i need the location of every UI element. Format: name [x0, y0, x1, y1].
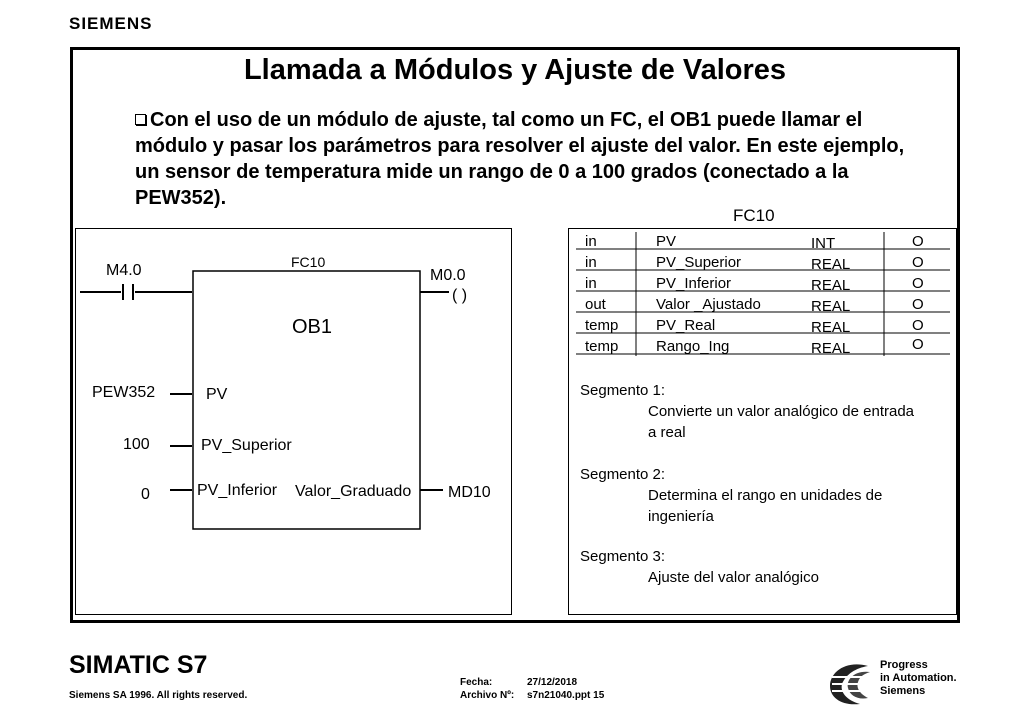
type-cell: REAL [811, 298, 851, 315]
slogan-line: Progress [880, 659, 928, 671]
flag-cell: O [912, 254, 924, 271]
name-cell: PV_Real [656, 317, 716, 334]
siemens-brand: SIEMENS [69, 14, 153, 33]
name-cell: Valor _Ajustado [656, 296, 761, 313]
block-title: OB1 [292, 316, 333, 338]
decl-cell: in [585, 254, 597, 271]
paragraph-text: Con el uso de un módulo de ajuste, tal como un FC, el OB1 puede llamar el módulo y pasar los parámetros para resolver el ajuste del valor. En este ejemplo, un sensor de temperatura mide un rango de 0 a 100 grados (conectado a la PEW352). [135, 109, 905, 209]
input-actual-pv: PEW352 [92, 384, 156, 401]
name-cell: PV_Inferior [656, 275, 732, 292]
segment-label: Segmento 3: [580, 548, 666, 565]
segment-text: ingeniería [648, 508, 714, 525]
contact-label: M4.0 [106, 262, 142, 279]
input-actual-inferior: 0 [141, 486, 150, 503]
type-cell: REAL [811, 256, 851, 273]
segment-text: Ajuste del valor analógico [648, 569, 819, 586]
archivo-value: s7n21040.ppt 15 [527, 690, 605, 701]
segment-label: Segmento 2: [580, 466, 666, 483]
output-param: Valor_Graduado [295, 483, 412, 500]
output-actual: MD10 [448, 484, 491, 501]
archivo-label: Archivo Nº: [460, 690, 515, 701]
product-name: SIMATIC S7 [69, 651, 208, 679]
fecha-label: Fecha: [460, 677, 493, 688]
copyright: Siemens SA 1996. All rights reserved. [69, 690, 248, 701]
segment-text: Convierte un valor analógico de entrada [648, 403, 915, 420]
name-cell: Rango_Ing [656, 338, 730, 355]
input-param-inferior: PV_Inferior [197, 482, 278, 499]
flag-cell: O [912, 233, 924, 250]
input-actual-superior: 100 [123, 436, 150, 453]
name-cell: PV_Superior [656, 254, 742, 271]
decl-cell: temp [585, 338, 619, 355]
input-param-superior: PV_Superior [201, 437, 292, 454]
segment-text: Determina el rango en unidades de [648, 487, 883, 504]
slogan-line: Siemens [880, 685, 926, 697]
input-param-pv: PV [206, 386, 228, 403]
name-cell: PV [656, 233, 677, 250]
progress-slogan [880, 659, 957, 698]
type-cell: REAL [811, 319, 851, 336]
flag-cell: O [912, 275, 924, 292]
decl-cell: out [585, 296, 606, 313]
fc10-table-title: FC10 [733, 206, 775, 225]
type-cell: INT [811, 235, 836, 252]
coil-label: M0.0 [430, 267, 466, 284]
flag-cell: O [912, 296, 924, 313]
flag-cell: O [912, 336, 924, 353]
slide-title: Llamada a Módulos y Ajuste de Valores [243, 54, 787, 86]
decl-cell: in [585, 275, 597, 292]
flag-cell: O [912, 317, 924, 334]
type-cell: REAL [811, 340, 851, 357]
decl-cell: temp [585, 317, 619, 334]
segment-label: Segmento 1: [580, 382, 666, 399]
decl-cell: in [585, 233, 597, 250]
coil-symbol: ( ) [452, 287, 468, 304]
type-cell: REAL [811, 277, 851, 294]
slogan-line: in Automation. [880, 672, 957, 684]
block-name: FC10 [291, 254, 326, 270]
fecha-value: 27/12/2018 [527, 677, 578, 688]
segment-text: a real [648, 424, 686, 441]
